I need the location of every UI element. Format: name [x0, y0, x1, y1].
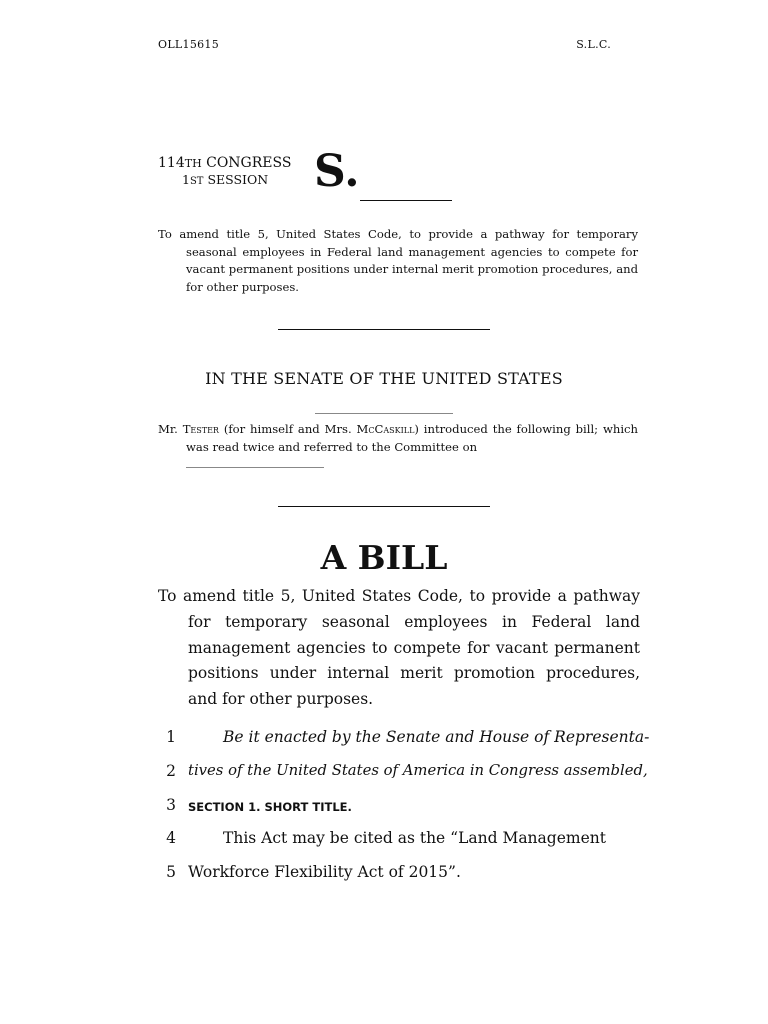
short-title-line-1: This Act may be cited as the “Land Management — [223, 829, 606, 847]
intro-suffix: ) introduced the following bill; which was read twice and referred to the Committee on — [186, 422, 639, 454]
document-code: OLL15615 — [158, 38, 220, 51]
congress-suffix: TH — [184, 157, 202, 170]
bill-heading: A BILL — [320, 538, 448, 577]
cosponsor-name: McCaskill — [356, 422, 415, 436]
session-suffix: ST — [189, 176, 204, 187]
session-word: SESSION — [203, 172, 269, 187]
bill-designation: S. — [314, 146, 360, 197]
session-number: 1 — [182, 172, 190, 187]
line-number: 4 — [166, 829, 176, 847]
line-number: 3 — [166, 796, 176, 814]
congress-word: CONGRESS — [201, 155, 292, 171]
committee-blank — [186, 467, 324, 468]
congress-line — [158, 155, 291, 172]
enacting-clause-line-2: tives of the United States of America in Congress assembled, — [188, 762, 648, 779]
line-number: 1 — [166, 728, 176, 746]
session-line — [158, 172, 291, 190]
short-title-line-2: Workforce Flexibility Act of 2015”. — [188, 863, 461, 881]
congress-session — [158, 155, 291, 190]
divider-top — [278, 329, 490, 330]
introduction — [158, 421, 638, 456]
intro-middle: (for himself and Mrs. — [218, 422, 357, 436]
bill-number-blank — [360, 200, 452, 201]
chamber-heading: IN THE SENATE OF THE UNITED STATES — [205, 369, 563, 388]
long-purpose: To amend title 5, United States Code, to provide a pathway for temporary seasonal employees in Federal land management agencies to compete for vacant permanent positions under internal merit promotion procedures, and for other purposes. — [158, 587, 640, 709]
divider-bottom — [278, 506, 490, 507]
enacting-clause-line-1: Be it enacted by the Senate and House of Representa- — [223, 728, 650, 746]
short-purpose: To amend title 5, United States Code, to provide a pathway for temporary seasonal employees in Federal land management agencies to compete for vacant permanent positions under internal merit promotion procedures, and for other purposes. — [158, 227, 638, 294]
intro-prefix: Mr. — [158, 422, 183, 436]
sponsor-name: Tester — [182, 422, 219, 436]
section-heading: SECTION 1. SHORT TITLE. — [188, 800, 352, 814]
divider-thin — [315, 413, 453, 414]
line-number: 5 — [166, 863, 176, 881]
line-number: 2 — [166, 762, 176, 780]
document-label: S.L.C. — [576, 38, 611, 51]
congress-number: 114 — [158, 155, 185, 171]
